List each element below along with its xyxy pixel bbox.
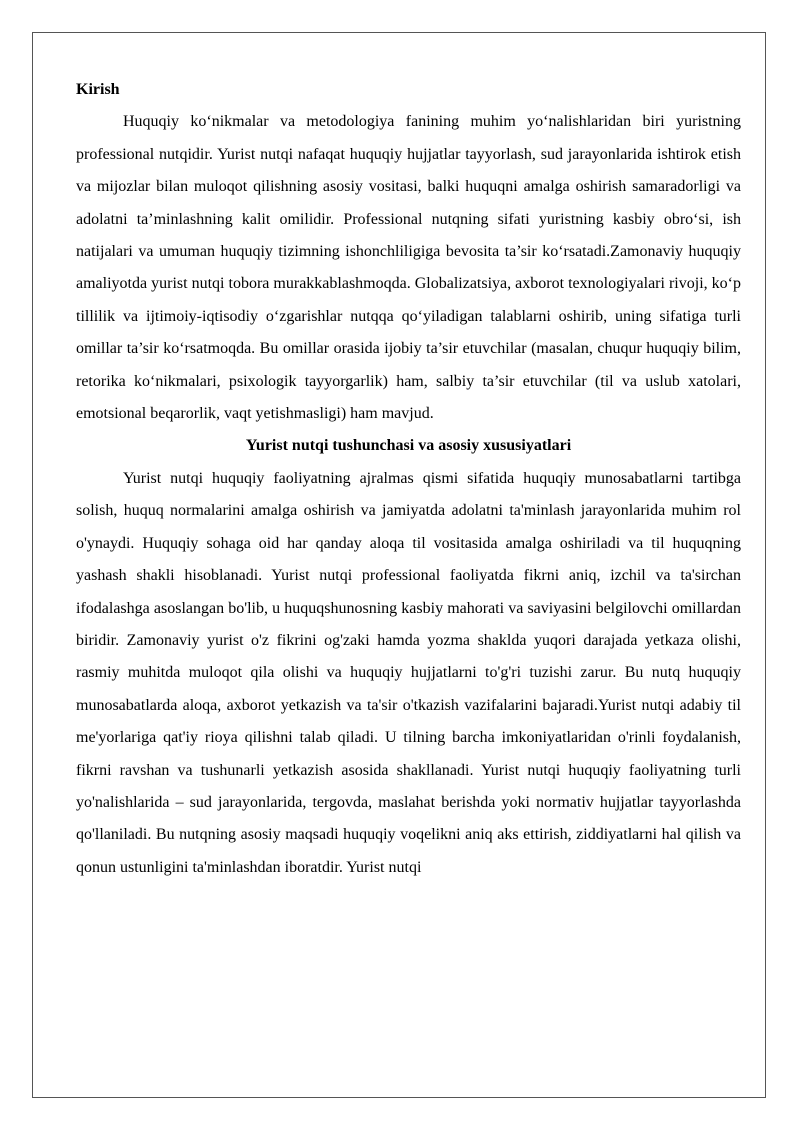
section-heading-yurist-nutqi: Yurist nutqi tushunchasi va asosiy xususiyatlari	[245, 437, 572, 455]
paragraph-yurist-nutqi: Yurist nutqi huquqiy faoliyatning ajralmas qismi sifatida huquqiy munosabatlarni tartibga solish, huquq normalarini amalga oshirish va jamiyatda adolatni ta'minlash jarayonlarida muhim rol o'ynaydi. Huquqiy sohaga oid har qanday aloqa til vositasida amalga oshiriladi va til huquqning yashash shakli hisoblanadi. Yurist nutqi professional faoliyatda fikrni aniq, izchil va ta'sirchan ifodalashga asoslangan bo'lib, u huquqshunosning kasbiy mahorati va saviyasini belgilovchi omillardan biridir. Zamonaviy yurist o'z fikrini og'zaki hamda yozma shaklda yuqori darajada yetkaza olishi, rasmiy muhitda muloqot qila olishi va huquqiy hujjatlarni to'g'ri tuzishi zarur. Bu nutq huquqiy munosabatlarda aloqa, axborot yetkazish va ta'sir o'tkazish vazifalarini bajaradi.Yurist nutqi adabiy til me'yorlariga qat'iy rioya qilishni talab qiladi. U tilning barcha imkoniyatlaridan o'rinli foydalanish, fikrni ravshan va tushunarli yetkazish asosida shakllanadi. Yurist nutqi huquqiy faoliyatning turli yo'nalishlarida – sud jarayonlarida, tergovda, maslahat berishda yoki normativ hujjatlar tayyorlashda qo'llaniladi. Bu nutqning asosiy maqsadi huquqiy voqelikni aniq aks ettirish, ziddiyatlarni hal qilish va qonun ustunligini ta'minlashdan iboratdir. Yurist nutqi	[76, 469, 741, 876]
paragraph-introduction: Huquqiy ko‘nikmalar va metodologiya fanining muhim yo‘nalishlaridan biri yuristning professional nutqidir. Yurist nutqi nafaqat huquqiy hujjatlar tayyorlash, sud jarayonlarida ishtirok etish va mijozlar bilan muloqot qilishning asosiy vositasi, balki huquqni amalga oshirish samaradorligi va adolatni ta’minlashning kalit omilidir. Professional nutqning sifati yuristning kasbiy obro‘si, ish natijalari va umuman huquqiy tizimning ishonchliligiga bevosita ta’sir ko‘rsatadi.Zamonaviy huquqiy amaliyotda yurist nutqi tobora murakkablashmoqda. Globalizatsiya, axborot texnologiyalari rivoji, ko‘p tillilik va ijtimoiy-iqtisodiy o‘zgarishlar nutqqa qo‘yiladigan talablarni oshirib, uning sifatiga turli omillar ta’sir ko‘rsatmoqda. Bu omillar orasida ijobiy ta’sir etuvchilar (masalan, chuqur huquqiy bilim, retorika ko‘nikmalari, psixologik tayyorgarlik) ham, salbiy ta’sir etuvchilar (til va uslub xatolari, emotsional beqarorlik, vaqt yetishmasligi) ham mavjud.	[76, 113, 741, 423]
document-body	[76, 74, 741, 884]
section-heading-kirish: Kirish	[76, 81, 120, 98]
